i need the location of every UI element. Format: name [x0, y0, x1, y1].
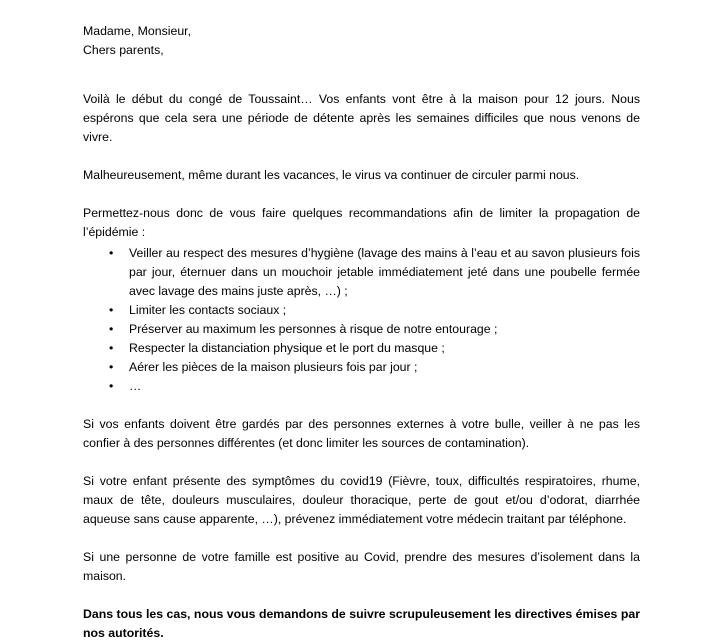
list-item — [83, 339, 640, 358]
spacer — [83, 453, 640, 472]
spacer — [83, 60, 640, 90]
paragraph-conclusion: Dans tous les cas, nous vous demandons de suivre scrupuleusement les directives émises par nos autorités. — [83, 607, 640, 640]
spacer — [83, 147, 640, 166]
bullet-icon: • — [109, 322, 114, 336]
list-item-label: Veiller au respect des mesures d’hygiène (lavage des mains à l’eau et au savon plusieurs fois par jour, éternuer dans un mouchoir jetable immédiatement jeté dans une poubelle fermée avec lavage des mains juste après, …) ; — [129, 246, 640, 298]
bullet-icon: • — [109, 360, 114, 374]
bullet-icon: • — [109, 303, 114, 317]
list-item-label: Aérer les pièces de la maison plusieurs fois par jour ; — [129, 360, 418, 374]
bullet-icon: • — [109, 341, 114, 355]
salutation-line-1: Madame, Monsieur, — [83, 24, 191, 38]
spacer — [83, 586, 640, 605]
paragraph-recommendations-intro: Permettez-nous donc de vous faire quelques recommandations afin de limiter la propagation de l’épidémie : — [83, 206, 640, 239]
recommendations-list — [83, 244, 640, 396]
bullet-icon: • — [109, 379, 114, 393]
list-item — [83, 301, 640, 320]
paragraph-intro: Voilà le début du congé de Toussaint… Vos enfants vont être à la maison pour 12 jours. Nous espérons que cela sera une période de détente après les semaines difficiles que nous venons de vivre. — [83, 92, 640, 144]
spacer — [83, 396, 640, 415]
list-item-label: … — [129, 379, 142, 393]
paragraph-virus: Malheureusement, même durant les vacances, le virus va continuer de circuler parmi nous. — [83, 168, 580, 182]
salutation-block — [83, 22, 640, 60]
list-item-label: Respecter la distanciation physique et le port du masque ; — [129, 341, 445, 355]
spacer — [83, 185, 640, 204]
list-item — [83, 358, 640, 377]
list-item-label: Limiter les contacts sociaux ; — [129, 303, 287, 317]
paragraph-positive-case: Si une personne de votre famille est positive au Covid, prendre des mesures d’isolement dans la maison. — [83, 550, 640, 583]
list-item — [83, 320, 640, 339]
bullet-icon: • — [109, 246, 114, 260]
paragraph-external-care: Si vos enfants doivent être gardés par des personnes externes à votre bulle, veiller à ne pas les confier à des personnes différentes (et donc limiter les sources de contamination). — [83, 417, 640, 450]
list-item-label: Préserver au maximum les personnes à risque de notre entourage ; — [129, 322, 498, 336]
paragraph-symptoms: Si votre enfant présente des symptômes du covid19 (Fièvre, toux, difficultés respiratoires, rhume, maux de tête, douleurs musculaires, douleur thoracique, perte de gout et/ou d’odorat, diarrhée aqueuse sans cause apparente, …), prévenez immédiatement votre médecin traitant par téléphone. — [83, 474, 640, 526]
list-item — [83, 244, 640, 301]
spacer — [83, 529, 640, 548]
salutation-line-2: Chers parents, — [83, 43, 164, 57]
list-item — [83, 377, 640, 396]
